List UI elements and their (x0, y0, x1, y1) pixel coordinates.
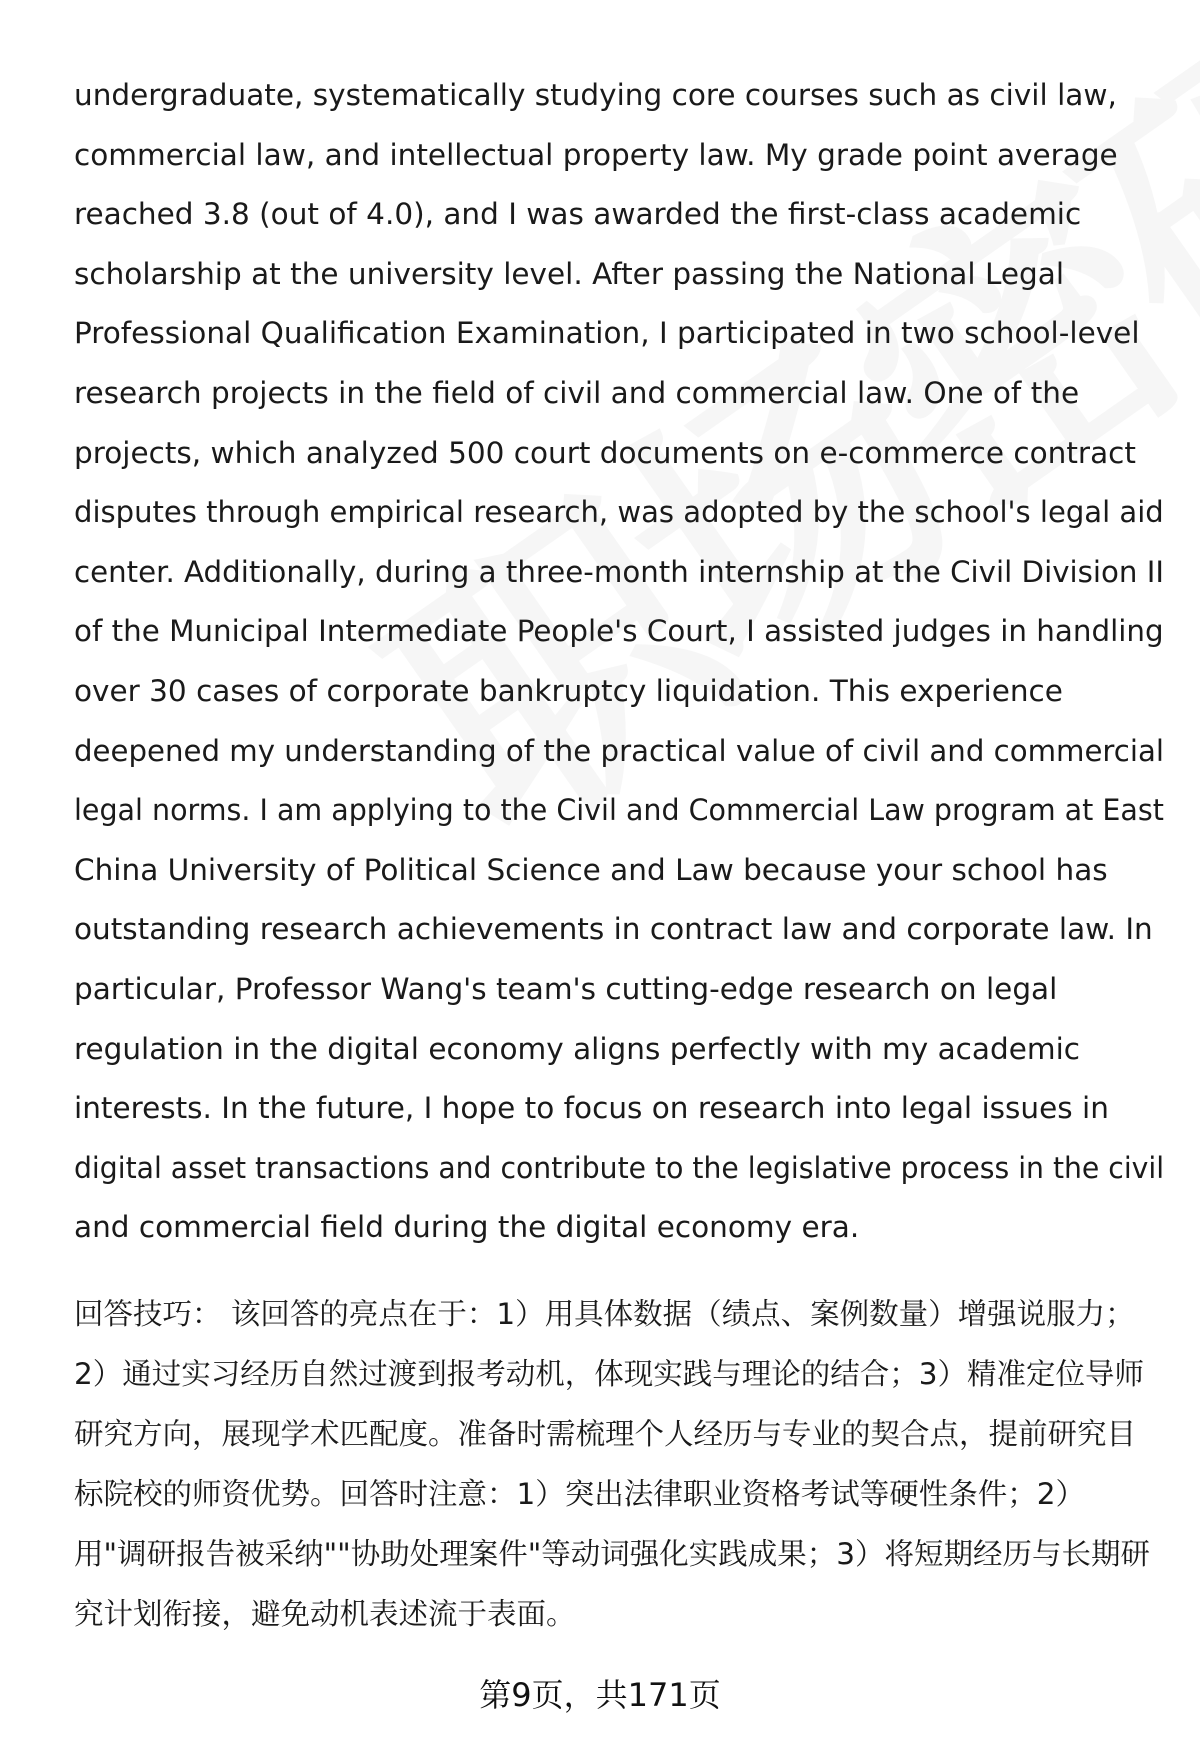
paragraph-line: commercial law, and intellectual property law. My grade point average (74, 137, 1118, 172)
paragraph-line: particular, Professor Wang's team's cutting-edge research on legal (74, 971, 1058, 1006)
paragraph-line: disputes through empirical research, was adopted by the school's legal aid (74, 495, 1164, 530)
paragraph-line: projects, which analyzed 500 court documents on e-commerce contract (74, 435, 1136, 470)
paragraph-line: interests. In the future, I hope to focus on research into legal issues in (74, 1091, 1109, 1126)
tips-line: 研究方向，展现学术匹配度。准备时需梳理个人经历与专业的契合点，提前研究目 (74, 1417, 1137, 1451)
paragraph-line: outstanding research achievements in contract law and corporate law. In (74, 912, 1153, 947)
paragraph-line: over 30 cases of corporate bankruptcy liquidation. This experience (74, 673, 1063, 708)
paragraph-line: undergraduate, systematically studying core courses such as civil law, (74, 78, 1117, 112)
paragraph-line: China University of Political Science and Law because your school has (74, 852, 1108, 887)
page-number: 第9页，共171页 (479, 1676, 721, 1714)
paragraph-line: and commercial field during the digital economy era. (74, 1210, 860, 1245)
paragraph-line: center. Additionally, during a three-month internship at the Civil Division II (74, 554, 1165, 589)
paragraph-line: regulation in the digital economy aligns perfectly with my academic (74, 1031, 1080, 1066)
paragraph-line: research projects in the field of civil and commercial law. One of the (74, 375, 1080, 410)
paragraph-line: digital asset transactions and contribute to the legislative process in the civil (74, 1150, 1165, 1185)
tips-line: 2）通过实习经历自然过渡到报考动机，体现实践与理论的结合；3）精准定位导师 (74, 1357, 1145, 1391)
paragraph-line: Professional Qualification Examination, I participated in two school-level (74, 316, 1140, 351)
paragraph-line: deepened my understanding of the practical value of civil and commercial (74, 733, 1164, 768)
answer-tips (74, 1284, 1164, 1644)
tips-line: 标院校的师资优势。回答时注意：1）突出法律职业资格考试等硬性条件；2） (74, 1477, 1086, 1511)
paragraph-line: of the Municipal Intermediate People's Court, I assisted judges in handling (74, 614, 1164, 649)
tips-line: 用"调研报告被采纳""协助处理案件"等动词强化实践成果；3）将短期经历与长期研 (74, 1537, 1151, 1571)
tips-line: 究计划衔接，避免动机表述流于表面。 (74, 1597, 576, 1631)
answer-paragraph (74, 66, 1164, 1258)
paragraph-line: scholarship at the university level. After passing the National Legal (74, 256, 1065, 291)
tips-line: 回答技巧： 该回答的亮点在于：1）用具体数据（绩点、案例数量）增强说服力； (74, 1297, 1135, 1331)
paragraph-line: legal norms. I am applying to the Civil and Commercial Law program at East (74, 793, 1164, 828)
paragraph-line: reached 3.8 (out of 4.0), and I was awarded the first-class academic (74, 197, 1082, 232)
